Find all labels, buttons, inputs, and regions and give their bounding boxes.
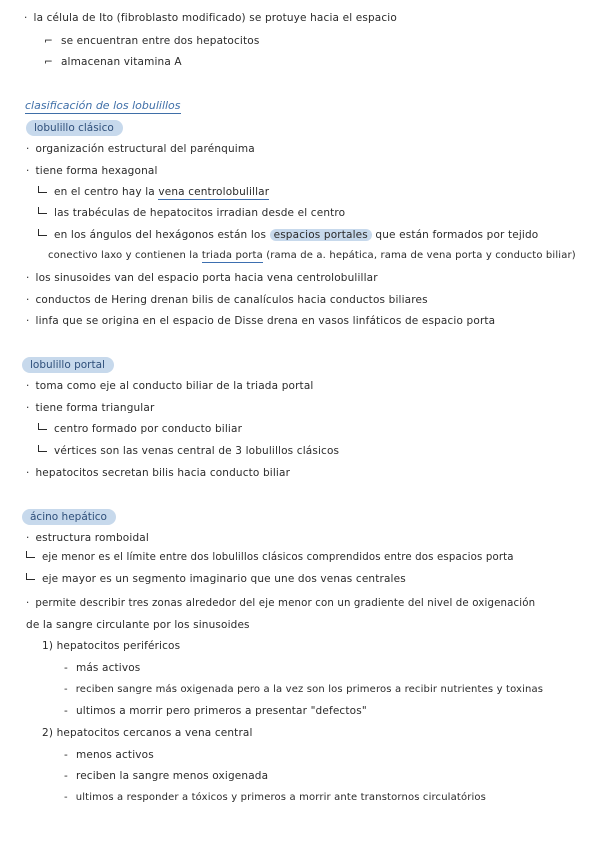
sub-text: eje mayor es un segmento imaginario que une dos venas centrales: [42, 573, 406, 585]
clasico-sub: [38, 206, 345, 220]
clasico-bullet: · los sinusoides van del espacio porta hacia vena centrolobulillar: [26, 272, 378, 284]
sub-text: centro formado por conducto biliar: [54, 423, 243, 435]
zone-2-item: - ultimos a responder a tóxicos y primeros a morrir ante transtornos circulatórios: [64, 792, 487, 803]
clasico-bullet: · conductos de Hering drenan bilis de canalículos hacia conductos biliares: [26, 294, 428, 306]
term-triada-porta: triada porta: [201, 250, 263, 261]
portal-sub: [38, 422, 242, 436]
sub-text: (rama de a. hepática, rama de vena porta y conducto biliar): [262, 250, 576, 261]
bullet-text: linfa que se origina en el espacio de Disse drena en vasos linfáticos de espacio porta: [35, 315, 496, 327]
sub-text: las trabéculas de hepatocitos irradian desde el centro: [54, 207, 346, 219]
classification-title-text: clasificación de los lobulillos: [25, 99, 181, 112]
clasico-sub: [38, 228, 538, 242]
clasico-sub-cont: [48, 249, 576, 263]
sub-text: vértices son las venas central de 3 lobulillos clásicos: [54, 445, 340, 457]
sub-text: eje menor es el límite entre dos lobulillos clásicos comprendidos entre dos espacios porta: [42, 552, 514, 563]
portal-bullet: · hepatocitos secretan bilis hacia conducto biliar: [26, 467, 291, 479]
pill-lobulillo-clasico: lobulillo clásico: [26, 120, 123, 136]
zone-1-item: - ultimos a morrir pero primeros a presentar "defectos": [64, 705, 367, 717]
sub-text: conectivo laxo y contienen la: [48, 250, 202, 261]
zone-2-item: - menos activos: [64, 749, 154, 761]
item-text: reciben sangre más oxigenada pero a la vez son los primeros a recibir nutrientes y toxinas: [75, 684, 544, 695]
classification-title: [25, 99, 181, 114]
zone-2-item: - reciben la sangre menos oxigenada: [64, 770, 269, 782]
zone-1-item: - más activos: [64, 662, 141, 674]
bullet-text: permite describir tres zonas alrededor del eje menor con un gradiente del nivel de oxigenación: [35, 598, 536, 609]
bullet-text: estructura romboidal: [35, 532, 149, 544]
zone-1-item: - reciben sangre más oxigenada pero a la vez son los primeros a recibir nutrientes y toxinas: [64, 684, 544, 695]
acino-bullet: · permite describir tres zonas alrededor del eje menor con un gradiente del nivel de oxigenación: [26, 598, 536, 609]
item-text: ultimos a responder a tóxicos y primeros a morrir ante transtornos circulatórios: [75, 792, 487, 803]
item-text: reciben la sangre menos oxigenada: [75, 770, 269, 782]
acino-sub: [26, 572, 406, 586]
intro-bullet-ito: · la célula de Ito (fibroblasto modificado) se protuye hacia el espacio: [24, 12, 397, 24]
clasico-bullet: · organización estructural del parénquima: [26, 143, 255, 155]
bullet-text: toma como eje al conducto biliar de la triada portal: [35, 380, 314, 392]
title-underline: [25, 113, 181, 114]
clasico-bullet: · linfa que se origina en el espacio de Disse drena en vasos linfáticos de espacio porta: [26, 315, 496, 327]
term-vena-centrolobulillar: vena centrolobulillar: [158, 186, 270, 198]
zone-2-title: 2) hepatocitos cercanos a vena central: [42, 727, 253, 739]
portal-sub: [38, 444, 339, 458]
pill-acino-hepatico: ácino hepático: [22, 509, 116, 525]
bullet-text: hepatocitos secretan bilis hacia conducto biliar: [35, 467, 291, 479]
bullet-text: los sinusoides van del espacio porta hacia vena centrolobulillar: [35, 272, 378, 284]
item-text: ultimos a morrir pero primeros a presentar "defectos": [75, 705, 367, 717]
bullet-text: tiene forma hexagonal: [35, 165, 158, 177]
term-espacios-portales: espacios portales: [270, 229, 372, 241]
pill-lobulillo-portal: lobulillo portal: [22, 357, 114, 373]
item-text: más activos: [75, 662, 141, 674]
bullet-text: conductos de Hering drenan bilis de canalículos hacia conductos biliares: [35, 294, 428, 306]
bullet-text: tiene forma triangular: [35, 402, 155, 414]
portal-bullet: · toma como eje al conducto biliar de la triada portal: [26, 380, 314, 392]
clasico-sub: [38, 185, 269, 199]
sub-text: en el centro hay la: [54, 186, 159, 198]
acino-bullet: · estructura romboidal: [26, 532, 149, 544]
intro-sub-vitamin: ⌐ almacenan vitamina A: [44, 56, 182, 68]
portal-bullet: · tiene forma triangular: [26, 402, 155, 414]
acino-bullet-cont: de la sangre circulante por los sinusoides: [26, 619, 250, 631]
intro-sub-text: almacenan vitamina A: [60, 56, 182, 68]
acino-sub: [26, 551, 514, 565]
intro-sub-location: ⌐ se encuentran entre dos hepatocitos: [44, 35, 260, 47]
zone-1-title: 1) hepatocitos periféricos: [42, 640, 181, 652]
bullet-text: organización estructural del parénquima: [35, 143, 255, 155]
intro-sub-text: se encuentran entre dos hepatocitos: [60, 35, 260, 47]
sub-text: que están formados por tejido: [371, 229, 539, 241]
intro-text: la célula de Ito (fibroblasto modificado) se protuye hacia el espacio: [33, 12, 397, 24]
sub-text: en los ángulos del hexágonos están los: [54, 229, 270, 241]
item-text: menos activos: [75, 749, 154, 761]
clasico-bullet: · tiene forma hexagonal: [26, 165, 158, 177]
